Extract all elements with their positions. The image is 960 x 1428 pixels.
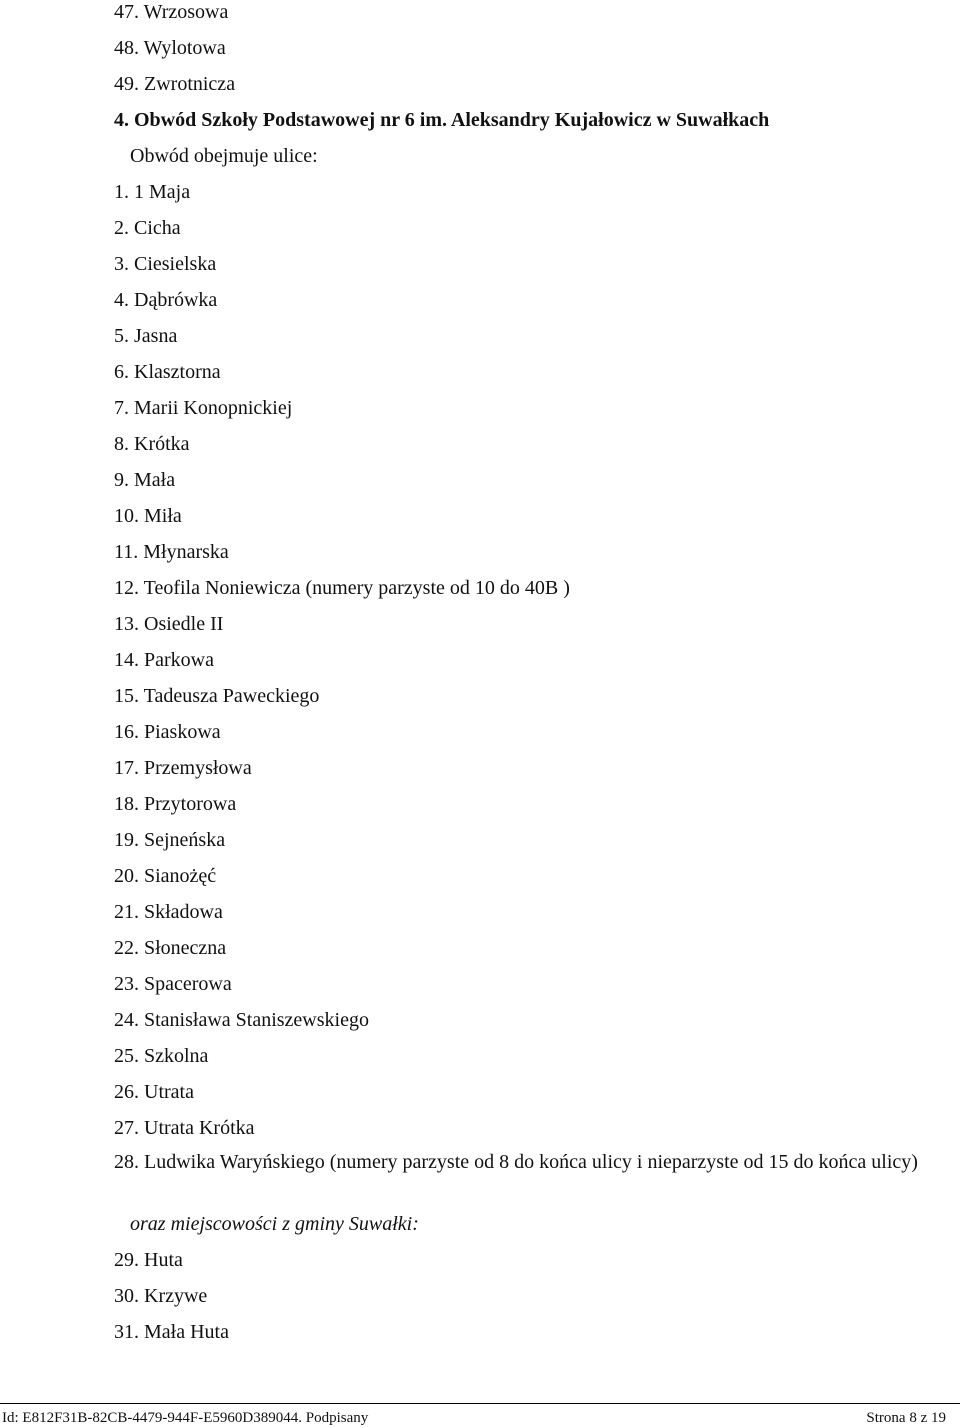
list-item <box>114 576 570 600</box>
item-number: 9. <box>114 469 129 491</box>
list-item <box>114 792 236 816</box>
list-item <box>114 252 216 276</box>
list-item <box>114 0 228 24</box>
item-number: 12. <box>114 577 139 599</box>
item-number: 4. <box>114 289 129 311</box>
list-item <box>114 900 223 924</box>
section-heading: 4. Obwód Szkoły Podstawowej nr 6 im. Aleksandry Kujałowicz w Suwałkach <box>114 109 770 131</box>
item-text: Mała <box>134 469 176 491</box>
item-number: 10. <box>114 505 139 527</box>
item-text: Spacerowa <box>144 973 232 995</box>
item-text: Krzywe <box>144 1285 208 1307</box>
item-text: Utrata Krótka <box>144 1117 255 1139</box>
item-number: 25. <box>114 1045 139 1067</box>
item-text: Przemysłowa <box>144 757 252 779</box>
footer-page-number: Strona 8 z 19 <box>866 1410 946 1426</box>
item-number: 26. <box>114 1081 139 1103</box>
list-item <box>114 36 226 60</box>
item-text: Ciesielska <box>134 253 217 275</box>
list-item <box>114 468 175 492</box>
item-number: 14. <box>114 649 139 671</box>
item-number: 47. <box>114 1 139 23</box>
list-item <box>114 180 190 204</box>
list-item <box>114 540 229 564</box>
item-text: Sejneńska <box>144 829 226 851</box>
item-text: Piaskowa <box>144 721 221 743</box>
item-number: 7. <box>114 397 129 419</box>
item-number: 29. <box>114 1249 139 1271</box>
item-number: 8. <box>114 433 129 455</box>
list-item <box>114 756 252 780</box>
footer-divider <box>0 1403 960 1404</box>
list-item <box>114 1320 229 1344</box>
item-number: 5. <box>114 325 129 347</box>
list-item <box>114 1080 194 1104</box>
item-text: Wrzosowa <box>143 1 229 23</box>
item-number: 13. <box>114 613 139 635</box>
item-text: Utrata <box>144 1081 194 1103</box>
item-text: 1 Maja <box>134 181 191 203</box>
item-number: 1. <box>114 181 129 203</box>
item-number: 22. <box>114 937 139 959</box>
list-item <box>114 648 214 672</box>
item-number: 6. <box>114 361 129 383</box>
item-text: Młynarska <box>143 541 229 563</box>
item-text: Dąbrówka <box>134 289 218 311</box>
item-number: 21. <box>114 901 139 923</box>
list-item <box>114 1008 369 1032</box>
item-number: 15. <box>114 685 139 707</box>
list-item <box>114 972 232 996</box>
item-number: 11. <box>114 541 139 563</box>
item-text: Tadeusza Paweckiego <box>143 685 320 707</box>
list-item <box>114 72 235 96</box>
item-text: Parkowa <box>144 649 214 671</box>
list-item <box>114 1284 207 1308</box>
item-text: Sianożęć <box>144 865 217 887</box>
item-text: Stanisława Staniszewskiego <box>144 1009 369 1031</box>
list-item <box>114 1044 208 1068</box>
list-item <box>114 216 181 240</box>
item-text: Zwrotnicza <box>144 73 236 95</box>
list-item <box>114 1116 255 1140</box>
list-item <box>114 864 216 888</box>
list-item <box>114 504 182 528</box>
list-item-28: 28. Ludwika Waryńskiego (numery parzyste od 8 do końca ulicy i nieparzyste od 15 do końca ulicy) <box>114 1151 918 1173</box>
villages-intro: oraz miejscowości z gminy Suwałki: <box>130 1213 419 1235</box>
item-number: 3. <box>114 253 129 275</box>
item-text: Krótka <box>134 433 190 455</box>
item-number: 24. <box>114 1009 139 1031</box>
list-item <box>114 432 190 456</box>
item-text: Huta <box>144 1249 183 1271</box>
item-number: 27. <box>114 1117 139 1139</box>
item-text: Mała Huta <box>144 1321 229 1343</box>
list-item <box>114 720 221 744</box>
list-item <box>114 828 225 852</box>
list-item <box>114 1248 183 1272</box>
list-item <box>114 360 221 384</box>
item-number: 49. <box>114 73 139 95</box>
list-item <box>114 288 217 312</box>
item-number: 17. <box>114 757 139 779</box>
item-number: 19. <box>114 829 139 851</box>
footer-document-id: Id: E812F31B-82CB-4479-944F-E5960D389044. Podpisany <box>2 1410 369 1426</box>
item-text: Jasna <box>134 325 178 347</box>
item-text: Marii Konopnickiej <box>134 397 293 419</box>
item-text: Wylotowa <box>143 37 226 59</box>
item-text: Słoneczna <box>144 937 227 959</box>
item-number: 2. <box>114 217 129 239</box>
item-text: Miła <box>144 505 182 527</box>
item-text: Cicha <box>134 217 181 239</box>
item-number: 16. <box>114 721 139 743</box>
item-number: 48. <box>114 37 139 59</box>
item-text: Osiedle II <box>144 613 224 635</box>
item-number: 31. <box>114 1321 139 1343</box>
list-item <box>114 684 319 708</box>
section-intro: Obwód obejmuje ulice: <box>130 145 318 167</box>
list-item <box>114 396 292 420</box>
item-number: 30. <box>114 1285 139 1307</box>
list-item <box>114 612 223 636</box>
item-number: 23. <box>114 973 139 995</box>
item-text: Teofila Noniewicza (numery parzyste od 10 do 40B ) <box>143 577 570 599</box>
item-text: Szkolna <box>144 1045 209 1067</box>
item-text: Przytorowa <box>144 793 237 815</box>
list-item <box>114 936 226 960</box>
item-text: Składowa <box>144 901 223 923</box>
list-item <box>114 324 177 348</box>
item-number: 20. <box>114 865 139 887</box>
item-text: Klasztorna <box>134 361 221 383</box>
item-number: 18. <box>114 793 139 815</box>
